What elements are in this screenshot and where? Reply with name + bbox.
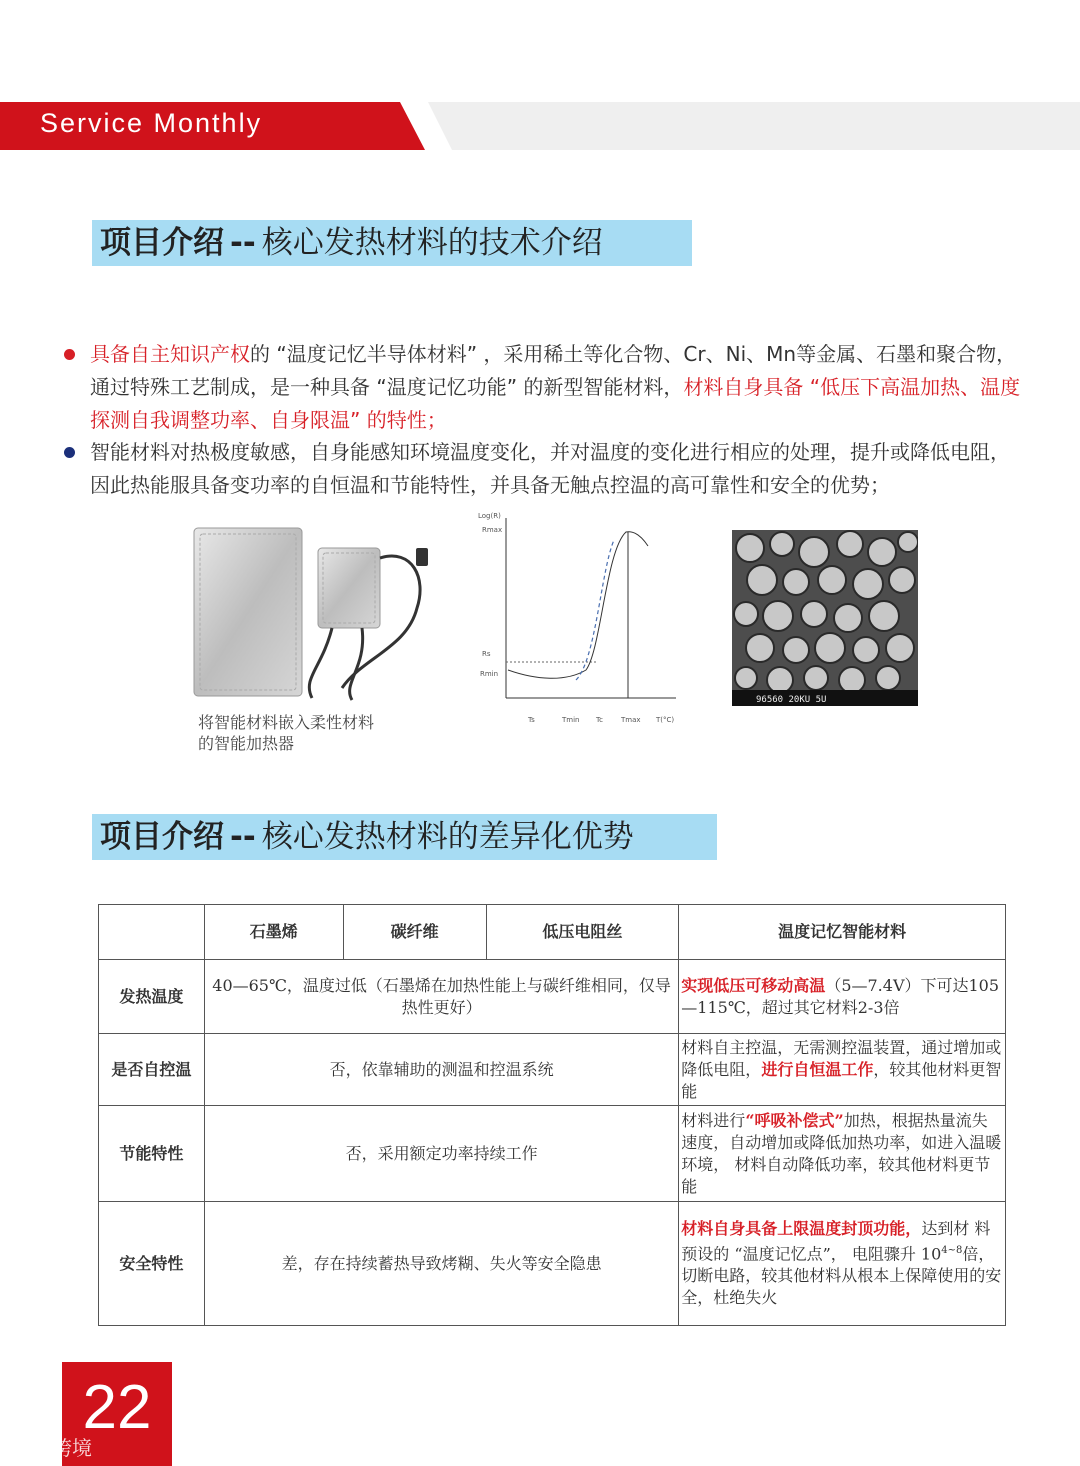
common-cell: 差，存在持续蓄热导致烤糊、失火等安全隐患 — [204, 1202, 678, 1326]
header-grey-band — [428, 102, 1080, 150]
resistance-temperature-curve — [476, 510, 682, 730]
axis-label: Rs — [482, 650, 491, 658]
table-header-cell: 碳纤维 — [343, 905, 486, 960]
page-number: 22 — [82, 1373, 152, 1442]
bullet-dot-red — [64, 349, 75, 360]
common-cell: 40—65℃，温度过低（石墨烯在加热性能上与碳纤维相同，仅导热性更好） — [204, 960, 678, 1034]
section-title: 项目介绍 -- 核心发热材料的差异化优势 — [100, 819, 634, 855]
comparison-table — [98, 904, 1006, 1326]
axis-label: Tmax — [621, 716, 641, 724]
smart-material-cell: 材料进行“呼吸补偿式”加热，根据热量流失速度，自动增加或降低加热功率，如进入温暖环境， 材料自动降低功率，较其他材料更节能 — [679, 1106, 1006, 1202]
bullet-dot-blue — [64, 447, 75, 458]
table-row — [99, 1106, 1006, 1202]
axis-label: Rmax — [482, 526, 503, 534]
common-cell: 否，采用额定功率持续工作 — [204, 1106, 678, 1202]
table-row — [99, 1034, 1006, 1106]
watermark: 大数跨境 — [12, 1436, 92, 1460]
micrograph-scale-label: 96560 20KU 5U — [756, 695, 827, 705]
row-label: 发热温度 — [99, 960, 205, 1034]
section-title-bar — [92, 220, 692, 266]
table-header-cell: 温度记忆智能材料 — [679, 905, 1006, 960]
axis-label: Rmin — [480, 670, 499, 678]
axis-label: Tmin — [562, 716, 580, 724]
axis-label: Ts — [528, 716, 535, 724]
section-title: 项目介绍 -- 核心发热材料的技术介绍 — [100, 225, 603, 261]
smart-material-cell: 材料自身具备上限温度封顶功能，达到材 料预设的 “温度记忆点”， 电阻骤升 $10^{4\sim 8}$倍，切断电路，较其他材料从根本上保障使用的安全，杜绝失火 — [679, 1202, 1006, 1326]
table-header-cell — [99, 905, 205, 960]
publication-title: Service Monthly — [40, 108, 263, 138]
sem-micrograph-image — [732, 530, 918, 706]
smart-material-cell: 实现低压可移动高温（5—7.4V）下可达105—115℃，超过其它材料2-3倍 — [679, 960, 1006, 1034]
smart-material-cell: 材料自主控温，无需测控温装置，通过增加或降低电阻，进行自恒温工作，较其他材料更智能 — [679, 1034, 1006, 1106]
figure-caption: 将智能材料嵌入柔性材料 的智能加热器 — [198, 713, 375, 753]
bullet-item: 智能材料对热极度敏感，自身能感知环境温度变化，并对温度的变化进行相应的处理，提升或降低电阻，因此热能服具备变功率的自恒温和节能特性，并具备无触点控温的高可靠性和安全的优势； — [64, 436, 1024, 502]
table-header-row — [99, 905, 1006, 960]
section-title-bar — [92, 814, 717, 860]
axis-label: Tc — [596, 716, 603, 724]
table-row — [99, 1202, 1006, 1326]
table-row — [99, 960, 1006, 1034]
axis-label: Log(R) — [478, 512, 501, 520]
bullet-item: 具备自主知识产权的 “温度记忆半导体材料” ，采用稀土等化合物、Cr、Ni、Mn等金属、石墨和聚合物，通过特殊工艺制成，是一种具备 “温度记忆功能” 的新型智能材料，材料自身具备 “低压下高温加热、温度探测自我调整功率、自身限温” 的特性； — [64, 338, 1024, 437]
row-label: 节能特性 — [99, 1106, 205, 1202]
table-header-cell: 低压电阻丝 — [486, 905, 679, 960]
row-label: 是否自控温 — [99, 1034, 205, 1106]
common-cell: 否，依靠辅助的测温和控温系统 — [204, 1034, 678, 1106]
row-label: 安全特性 — [99, 1202, 205, 1326]
smart-heater-image — [192, 518, 432, 708]
table-header-cell: 石墨烯 — [204, 905, 343, 960]
axis-label: T(°C) — [656, 716, 675, 724]
